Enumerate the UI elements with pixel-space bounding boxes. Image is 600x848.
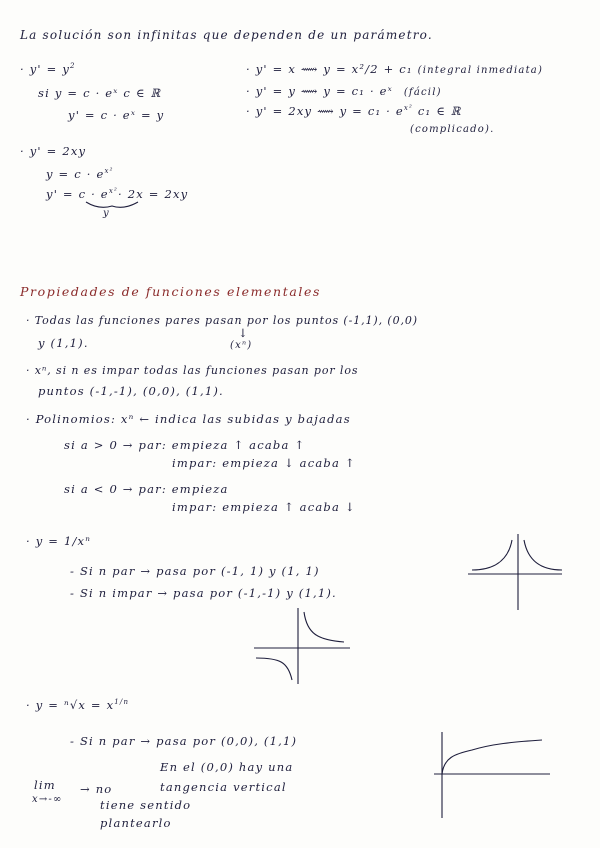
prop4-equation: · y = 1/xⁿ [26,534,92,548]
prop2-text2: puntos (-1,-1), (0,0), (1,1). [38,384,224,398]
prop3-a-pos-impar: impar: empieza ↓ acaba ↑ [172,456,356,470]
eq-solution: si y = c · eˣ c ∈ ℝ [38,86,162,100]
prop1-text2: y (1,1). [38,336,89,350]
graph-reciprocal-even [466,532,566,612]
prop5-tangent-1: En el (0,0) hay una [160,760,294,774]
eq-derivative: y' = c · eˣ = y [68,108,165,122]
prop3-a-pos-par: si a > 0 → par: empieza ↑ acaba ↑ [64,438,306,452]
prop3-a-neg-impar: impar: empieza ↑ acaba ↓ [172,500,356,514]
eq6-under-label: y [103,208,110,219]
lim-sub: x→-∞ [32,794,63,805]
right-eq1 [246,62,543,76]
prop4-impar: - Si n impar → pasa por (-1,-1) y (1,1). [70,586,337,600]
r3-exp: x² [403,104,414,113]
prop5-tangent-2: tangencia vertical [160,780,287,794]
r3-note: (complicado). [410,124,495,135]
right-eq3 [246,104,462,118]
eq6-text: y' = c · e [46,187,109,201]
r3-tail: c₁ ∈ ℝ [413,104,462,118]
prop5-equation [26,698,129,712]
prop3-heading: · Polinomios: xⁿ ← indica las subidas y bajadas [26,412,351,426]
eq5-text: y = c · e [46,167,105,181]
section-title: Propiedades de funciones elementales [20,284,321,299]
r3-text: · y' = 2xy ⟿ y = c₁ · e [246,104,404,118]
lim-arrow-no: → no [80,782,113,796]
eq5-exp: x² [104,167,114,176]
right-eq2 [246,84,442,98]
eq6-exp: x² [108,187,118,196]
eq-2xy: · y' = 2xy [20,144,87,158]
eq-y-prime-check [46,187,188,201]
prop5-par: - Si n par → pasa por (0,0), (1,1) [70,734,298,748]
r1-text: · y' = x ⟿ y = x²/2 + c₁ [246,62,413,76]
graph-root [432,730,552,820]
eq-y-ce-x2 [46,167,114,181]
intro-text: La solución son infinitas que dependen de un parámetro. [20,28,433,42]
eq6-tail: · 2x = 2xy [117,187,189,201]
prop1-arrow: ↓ [238,326,249,340]
prop2-text: · xⁿ, si n es impar todas las funciones pasan por los [26,364,359,377]
graph-reciprocal-odd [252,606,352,686]
r2-text: · y' = y ⟿ y = c₁ · eˣ [246,84,393,98]
prop1-xn: (xⁿ) [230,340,253,351]
lim-label: lim [34,778,56,792]
prop1-text: · Todas las funciones pares pasan por los puntos (-1,1), (0,0) [26,314,418,327]
lim-plantearlo: plantearlo [100,816,172,830]
prop4-par: - Si n par → pasa por (-1, 1) y (1, 1) [70,564,320,578]
r2-note: (fácil) [403,87,442,98]
lim-tiene-sentido: tiene sentido [100,798,192,812]
eq1-exp: 2 [70,62,76,71]
p5-eq-exp: 1/n [114,698,130,707]
r1-note: (integral inmediata) [417,65,544,76]
underbrace-mark [84,200,144,214]
eq-y-prime-y [20,62,76,76]
p5-eq-text: · y = ⁿ√x = x [26,698,115,712]
prop3-a-neg-par: si a < 0 → par: empieza [64,482,229,496]
eq1-text: · y' = y [20,62,71,76]
